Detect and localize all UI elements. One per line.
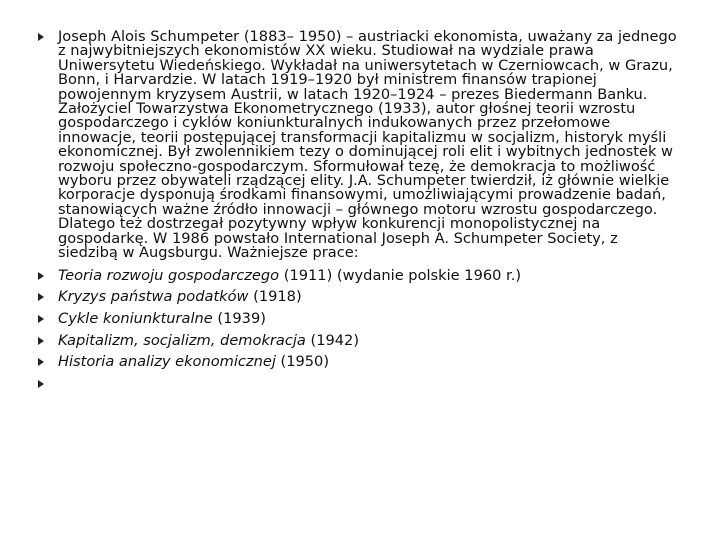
work-detail: (1939) (212, 309, 266, 327)
work-detail: (1942) (305, 331, 360, 349)
bio-paragraph (38, 30, 678, 261)
work-detail: (1911) (wydanie polskie 1960 r.) (279, 266, 522, 284)
bio-text: Joseph Alois Schumpeter (1883– 1950) – austriacki ekonomista, uważany za jednego z najwybitniejszych ekonomistów XX wieku. Studiował na wydziale prawa Uniwersytetu Wiedeńskiego. Wykładał na uniwersytetach w Czerniowcach, w Grazu, Bonn, i Harvardzie. W latach 1919–1920 był ministrem finansów trapionej powojennym kryzysem Austrii, w latach 1920–1924 – prezes Biedermann Banku. Założyciel Towarzystwa Ekonometrycznego (1933), autor głośnej teorii wzrostu gospodarczego i cyklów koniunkturalnych indukowanych przez przełomowe innowacje, teorii postępującej transformacji kapitalizmu w socjalizm, historyk myśli ekonomicznej. Był zwolennikiem tezy o dominującej roli elit i wybitnych jednostek w rozwoju społeczno-gospodarczym. Sformułował tezę, że demokracja to możliwość wyboru przez obywateli rządzącej elity. J.A. Schumpeter twierdził, iż głównie wielkie korporacje dysponują środkami finansowymi, umożliwiającymi prowadzenie badań, stanowiących ważne źródło innowacji – głównego motoru wzrostu gospodarczego. Dlatego też dostrzegał pozytywny wpływ konkurencji monopolistycznej na gospodarkę. W 1986 powstało International Joseph A. Schumpeter Society, z siedzibą w Augsburgu. Ważniejsze prace: (58, 28, 677, 262)
work-detail: (1918) (248, 288, 302, 306)
work-title: Historia analizy ekonomicznej (58, 353, 276, 371)
triangle-right-icon (38, 33, 44, 41)
work-title: Kapitalizm, socjalizm, demokracja (58, 331, 306, 349)
triangle-right-icon (38, 337, 44, 345)
work-title: Teoria rozwoju gospodarczego (58, 266, 280, 284)
triangle-right-icon (38, 315, 44, 323)
work-item (38, 289, 678, 305)
triangle-right-icon (38, 380, 44, 388)
triangle-right-icon (38, 358, 44, 366)
empty-bullet-item (38, 376, 678, 392)
triangle-right-icon (38, 272, 44, 280)
work-item (38, 333, 678, 349)
bullet-list (38, 30, 678, 392)
work-detail: (1950) (275, 353, 330, 371)
work-title: Cykle koniunkturalne (58, 309, 213, 327)
work-item (38, 354, 678, 370)
work-title: Kryzys państwa podatków (58, 288, 249, 306)
work-item (38, 311, 678, 327)
work-item (38, 268, 678, 284)
triangle-right-icon (38, 293, 44, 301)
